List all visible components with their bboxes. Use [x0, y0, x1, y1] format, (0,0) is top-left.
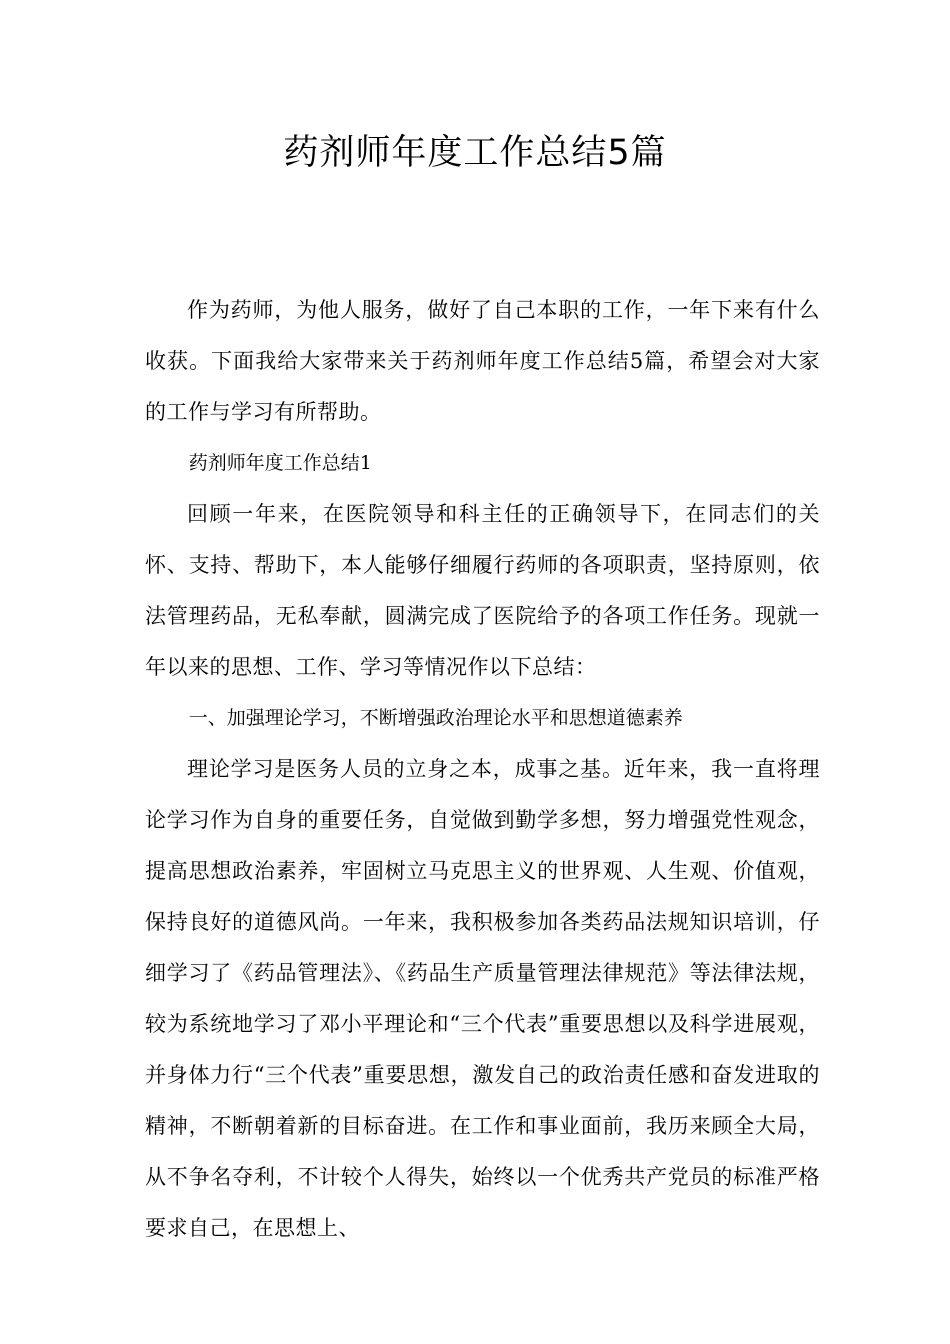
subsection-heading-theory-study: 一、加强理论学习，不断增强政治理论水平和思想道德素养 [188, 707, 683, 729]
intro-paragraph: 作为药师，为他人服务，做好了自己本职的工作，一年下来有什么收获。下面我给大家带来关于药剂师年度工作总结5篇，希望会对大家的工作与学习有所帮助。 [145, 298, 820, 424]
document-body [145, 285, 820, 1254]
document-title: 药剂师年度工作总结5篇 [283, 133, 667, 173]
review-paragraph: 回顾一年来，在医院领导和科主任的正确领导下，在同志们的关怀、支持、帮助下，本人能够仔细履行药师的各项职责，坚持原则，依法管理药品，无私奉献，圆满完成了医院给予的各项工作任务。现就一年以来的思想、工作、学习等情况作以下总结： [145, 502, 820, 679]
section-heading-summary-1: 药剂师年度工作总结1 [188, 452, 372, 474]
theory-study-paragraph: 理论学习是医务人员的立身之本，成事之基。近年来，我一直将理论学习作为自身的重要任务，自觉做到勤学多想，努力增强党性观念，提高思想政治素养，牢固树立马克思主义的世界观、人生观、价值观，保持良好的道德风尚。一年来，我积极参加各类药品法规知识培训，仔细学习了《药品管理法》、《药品生产质量管理法律规范》等法律法规，较为系统地学习了邓小平理论和“三个代表”重要思想以及科学进展观，并身体力行“三个代表”重要思想，激发自己的政治责任感和奋发进取的精神，不断朝着新的目标奋进。在工作和事业面前，我历来顾全大局，从不争名夺利，不计较个人得失，始终以一个优秀共产党员的标准严格要求自己，在思想上、 [145, 757, 820, 1240]
